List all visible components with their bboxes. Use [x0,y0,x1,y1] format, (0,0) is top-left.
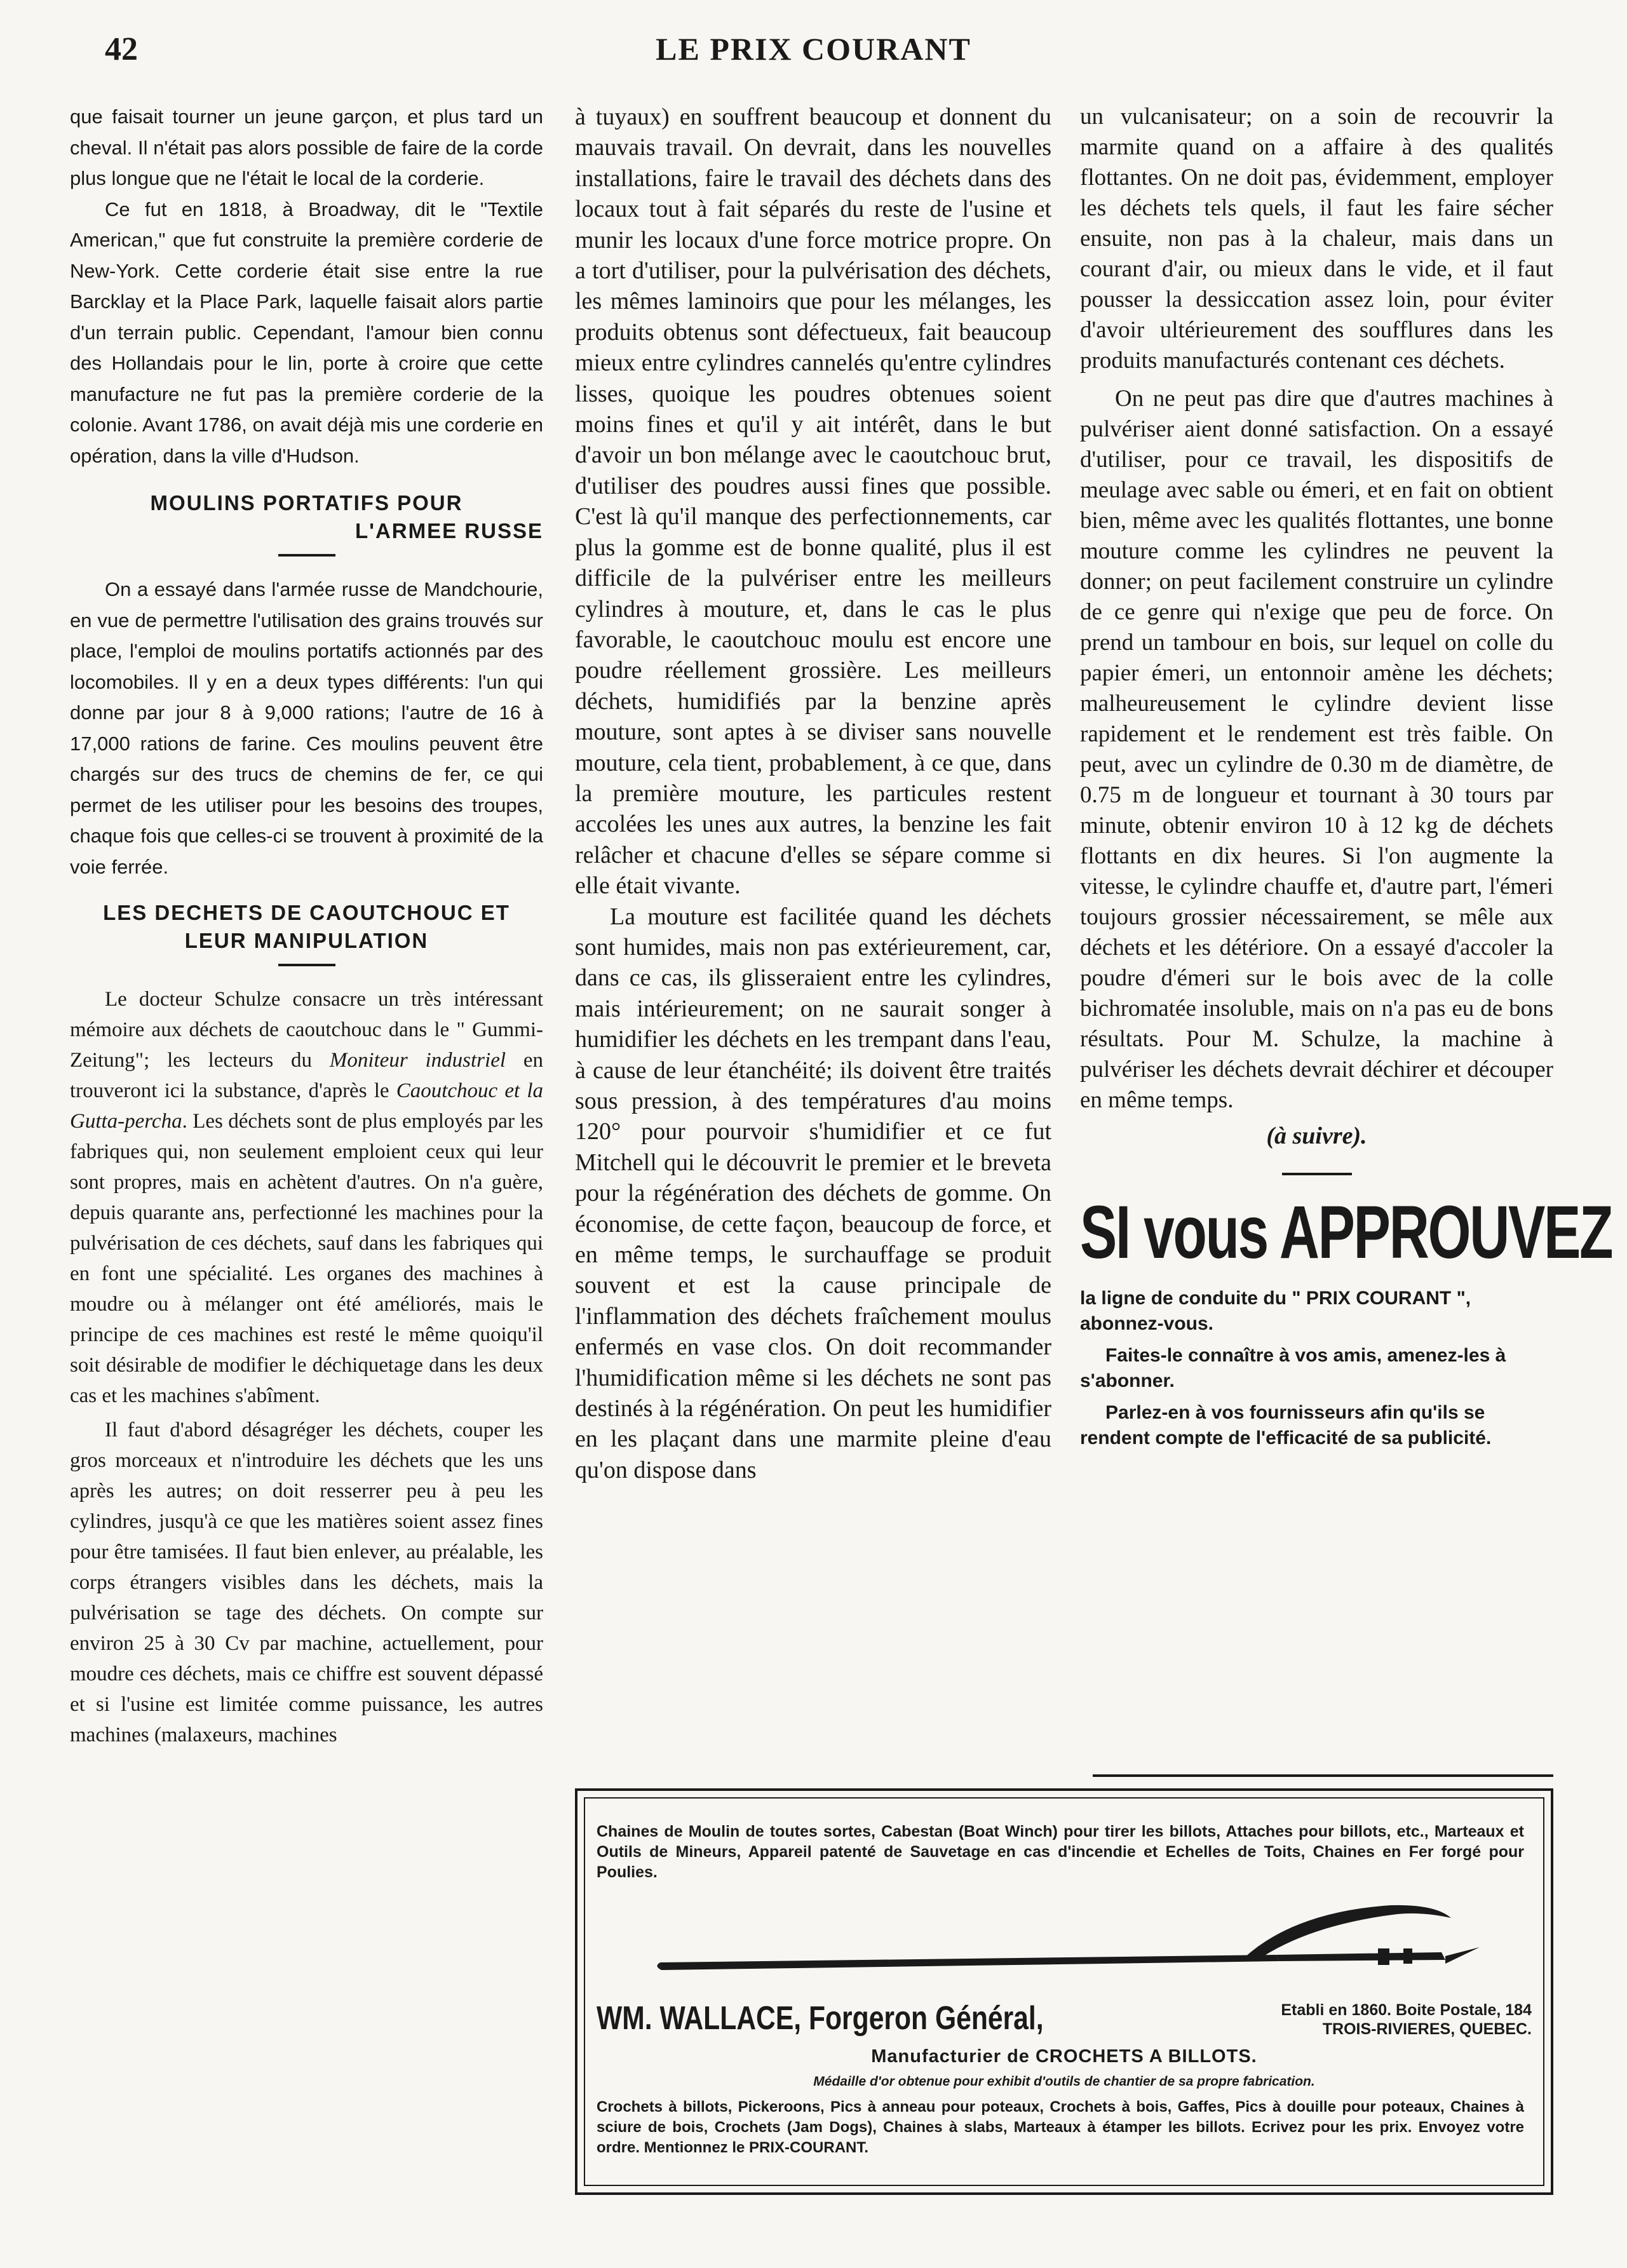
col1-paragraph-5: Il faut d'abord désagréger les déchets, couper les gros morceaux et n'introduire les déchets que les uns après les autres; on doit resserrer peu à peu les cylindres, jusqu'à ce que les matières soient assez fines pour être tamisées. Il faut bien enlever, au préalable, les corps étrangers visibles dans les déchets, mais la pulvérisation se tage des déchets. On compte sur environ 25 à 30 Cv par machine, actuellement, pour moudre ces déchets, mais ce chiffre est souvent dépassé et si l'usine est limitée comme puissance, les autres machines (malaxeurs, machines [70,1419,543,1746]
page-number: 42 [105,31,138,67]
section-title-dechets: LES DECHETS DE CAOUTCHOUC ET LEUR MANIPULATION [103,901,510,952]
section-title-moulins-line1: MOULINS PORTATIFS POUR [150,491,463,515]
promo-text [1080,1286,1553,1451]
to-be-continued: (à suivre). [1266,1123,1367,1149]
col2-paragraph-1: à tuyaux) en souffrent beaucoup et donnent du mauvais travail. On devrait, dans les nouvelles installations, faire le travail des déchets dans des locaux tout à fait séparés du reste de l'usine et munir les locaux d'une force motrice propre. On a tort d'utiliser, pour la pulvérisation des déchets, les mêmes laminoirs que pour les mélanges, les produits obtenus sont défectueux, fait beaucoup mieux entre cylindres cannelés qu'entre cylindres lisses, quoique les poudres obtenues soient moins fines et qu'il y ait intérêt, dans le but d'avoir un bon mélange avec le caoutchouc brut, d'utiliser des poudres aussi fines que possible. C'est là qu'il manque des perfectionnements, car plus la gomme est de bonne qualité, plus il est difficile de la pulvériser entre les meilleurs cylindres à mouture, et, dans le cas le plus favorable, le caoutchouc moulu est encore une poudre réellement grossière. Les meilleurs déchets, humidifiés par la benzine après mouture, sont aptes à se diviser sans nouvelle mouture, cela tient, probablement, à ce que, dans la première mouture, les particules restent accolées les unes aux autres, la benzine les fait relâcher et chacune d'elles se sépare comme si elle était vivante. [575,104,1051,900]
ad-top-text: Chaines de Moulin de toutes sortes, Cabestan (Boat Winch) pour tirer les billots, Attaches pour billots, etc., Marteaux et Outils de Mineurs, Appareil patenté de Sauvetage en cas d'incendie et Echelles de Toits, Chaines en Fer forgé pour Poulies. [597,1823,1524,1881]
ad-business-name: WM. WALLACE, Forgeron Général, [597,2000,1044,2037]
column-2 [575,102,1051,1485]
col1-paragraph-1: que faisait tourner un jeune garçon, et plus tard un cheval. Il n'était pas alors possible de faire de la corde plus longue que ne l'était le local de la corderie. [70,105,543,189]
col1-paragraph-2: Ce fut en 1818, à Broadway, dit le "Textile American," que fut construite la première corderie de New-York. Cette corderie était sise entre la rue Barcklay et la Place Park, laquelle faisait alors partie d'un terrain public. Cependant, l'amour bien connu des Hollandais pour le lin, porte à croire que cette manufacture ne fut pas la première corderie de la colonie. Avant 1786, on avait déjà mis une corderie en opération, dans la ville d'Hudson. [70,198,543,467]
running-title: LE PRIX COURANT [656,31,971,67]
section-title-moulins-line2: L'ARMEE RUSSE [354,519,543,543]
col3-paragraph-2: On ne peut pas dire que d'autres machines à pulvériser aient donné satisfaction. On a essayé d'utiliser, pour ce travail, les dispositifs de meulage avec sable ou émeri, et en fait on obtient bien, même avec les qualités flottantes, une bonne mouture comme les cylindres ne peuvent la donner; on peut facilement construire un cylindre de ce genre qui n'exige que peu de force. On prend un tambour en bois, sur lequel on colle du papier émeri, un entonnoir amène les déchets; malheureusement le cylindre devient lisse rapidement et le rendement est très faible. On peut, avec un cylindre de 0.30 m de diamètre, de 0.75 m de longueur et tournant à 30 tours par minute, obtenir environ 10 à 12 kg de déchets flottants en dix heures. Si l'on augmente la vitesse, le cylindre chauffe et, d'autre part, l'émeri toujours grossier nécessairement, se mêle aux déchets et les détériore. On a essayé d'accoler la poudre d'émeri sur le bois avec de la colle bichromatée insoluble, mais on n'a pas eu de bons résultats. Pour M. Schulze, la machine à pulvériser les déchets devrait déchirer et découper en même temps. [1080,386,1553,1113]
text-run: en trouveront ici la substance, d'après le [70,1049,543,1102]
col3-paragraph-1: un vulcanisateur; on a soin de recouvrir la marmite quand on a affaire à des qualités flottantes. On ne doit pas, évidemment, employer les déchets tels quels, il faut les faire sécher ensuite, non pas à la chaleur, mais dans un courant d'air, ou mieux dans le vide, et il faut pousser la dessiccation assez loin, pour éviter d'avoir ultérieurement des soufflures dans les produits manufacturés contenant ces déchets. [1080,104,1553,374]
promo-headline: SI vous APPROUVEZ [1080,1191,1612,1274]
section-divider [278,554,335,557]
col1-paragraph-4 [70,984,543,1411]
col2-paragraph-2: La mouture est facilitée quand les déchets sont humides, mais non pas extérieurement, car, dans ce cas, ils glisseraient entre les cylindres, mais intérieurement; on ne saurait songer à humidifier les déchets en les trempant dans l'eau, à cause de leur étanchéité; ils doivent être traités sous pression, à des températures d'au moins 120° pour pourvoir s'humidifier et ce fut Mitchell qui le découvrit le premier et le breveta pour la régénération des déchets de gomme. On économise, de cette façon, beaucoup de force, et en même temps, le surchauffage se produit souvent et est la cause principale de l'inflammation des déchets fraîchement moulus enfermés en vase clos. On doit recommander l'humidification même si les déchets ne sont pas destinés à la régénération. On peut les humidifier en les plaçant dans une marmite pleine d'eau qu'on dispose dans [575,903,1051,1483]
text-run: Le docteur Schulze consacre un très intéressant mémoire aux déchets de caoutchouc dans le " Gummi-Zeitung"; les lecteurs du [70,988,543,1072]
text-run: . Les déchets sont de plus employés par les fabriques qui, non seulement emploient ceux qui leur sont propres, mais en achètent d'autres. On n'a guère, depuis quarante ans, perfectionné les machines pour la pulvérisation de ces déchets, sauf dans les fabriques qui en font une spécialité. Les organes des machines à moudre ou à mélanger ont été améliorés, mais le principe de ces machines est resté le même quoiqu'il soit désirable de modifier le déchiquetage dans les deux cas et les machines s'abîment. [70,1110,543,1407]
promo-bottom-rule [1093,1774,1553,1777]
ad-product-list: Crochets à billots, Pickeroons, Pics à anneau pour poteaux, Crochets à bois, Gaffes, Pics à douille pour poteaux, Chaines à sciure de bois, Crochets (Jam Dogs), Chaines à slabs, Marteaux à étamper les billots. Ecrivez pour les prix. Envoyez votre ordre. Mentionnez le PRIX-COURANT. [597,2098,1524,2156]
ad-medal-note: Médaille d'or obtenue pour exhibit d'outils de chantier de sa propre fabrication. [813,2074,1315,2089]
promo-line-1: la ligne de conduite du " PRIX COURANT ", abonnez-vous. [1080,1288,1471,1334]
section-divider [278,964,335,966]
ad-establishment [1281,2001,1532,2039]
ad-manufacturer: Manufacturier de CROCHETS A BILLOTS. [871,2046,1257,2067]
cant-hook-icon [654,1886,1492,1988]
wallace-advertisement [575,1788,1553,2195]
ad-established-line: Etabli en 1860. Boite Postale, 184 [1281,2001,1532,2019]
promo-line-3: Parlez-en à vos fournisseurs afin qu'ils se rendent compte de l'efficacité de sa publicité. [1080,1402,1492,1448]
column-3 [1080,102,1612,1457]
page-header [0,0,1627,76]
column-1 [70,102,543,1750]
col1-paragraph-3: On a essayé dans l'armée russe de Mandchourie, en vue de permettre l'utilisation des grains trouvés sur place, l'emploi de moulins portatifs actionnés par des locomobiles. Il y en a deux types différents: l'un qui donne par jour 8 à 9,000 rations; l'autre de 16 à 17,000 rations de farine. Ces moulins peuvent être chargés sur des trucs de chemins de fer, ce qui permet de les utiliser pour les besoins des troupes, chaque fois que celles-ci se trouvent à proximité de la voie ferrée. [70,578,543,878]
ad-address-line: TROIS-RIVIERES, QUEBEC. [1322,2020,1532,2038]
promo-divider [1282,1173,1352,1175]
promo-line-2: Faites-le connaître à vos amis, amenez-les à s'abonner. [1080,1345,1506,1391]
italic-title: Moniteur industriel [329,1049,506,1072]
italic-title: Caoutchouc et la Gutta-percha [70,1079,543,1133]
